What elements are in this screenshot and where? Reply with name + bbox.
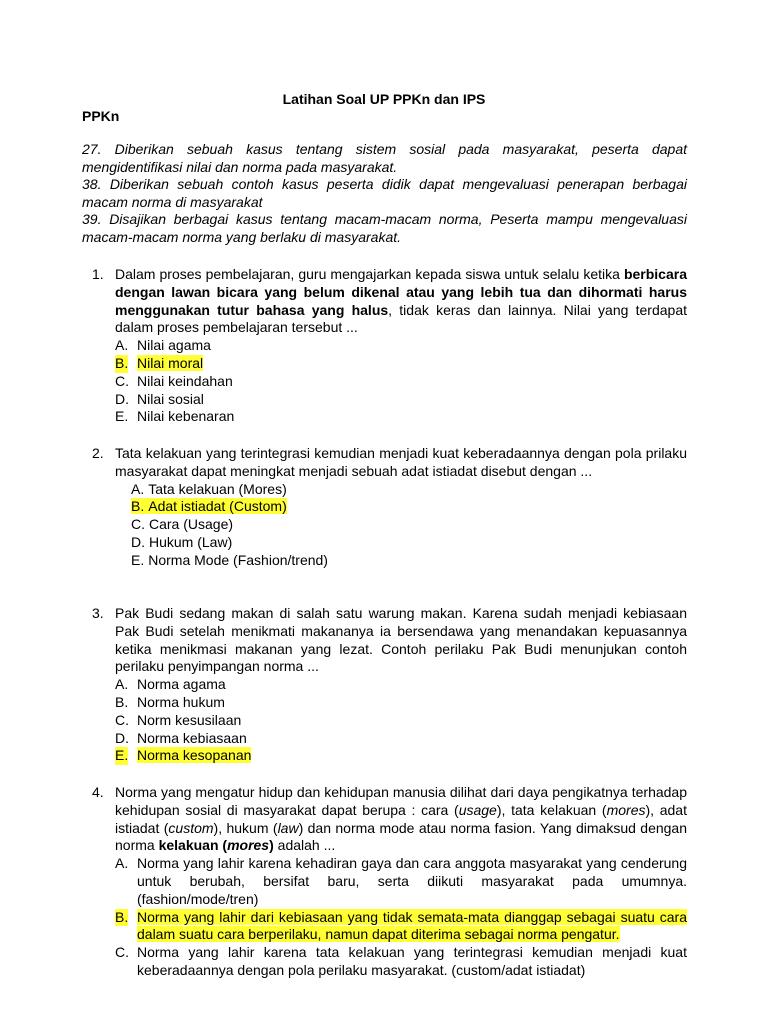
option-text: Adat istiadat (Custom) [148,498,287,515]
option-a[interactable] [115,855,687,908]
stem-italic: law [277,819,299,836]
option-d[interactable] [131,534,687,552]
option-letter: A. [115,337,129,354]
option-text: Nilai kebenaran [137,408,235,425]
option-letter: B. [115,908,129,925]
indicator-39: 39. Disajikan berbagai kasus tentang macam-macam norma, Peserta mampu mengevaluasi macam-macam norma yang berlaku di masyarakat. [82,211,687,245]
option-text: Hukum (Law) [149,533,233,550]
stem-text: ), adat istiadat ( [115,801,687,836]
option-d[interactable] [115,391,687,409]
stem-italic: mores [606,801,646,818]
option-letter: E. [131,551,145,568]
subject-heading: PPKn [82,108,120,124]
stem-bold-text [159,837,274,853]
question-1 [82,266,687,426]
question-stem [115,784,687,855]
option-text: Norma yang lahir dari kebiasaan yang tidak semata-mata dianggap sebagai suatu cara dalam suatu cara berperilaku, namun dapat diterima sebagai norma pengatur. [137,908,687,943]
option-letter: D. [115,729,129,746]
option-e[interactable] [115,408,687,426]
option-a[interactable] [115,676,687,694]
option-text: Norma hukum [137,693,225,710]
question-3 [82,605,687,765]
option-list [115,676,687,765]
option-text: Norm kesusilaan [137,711,242,728]
option-c[interactable] [115,944,687,980]
stem-bold-text: berbicara dengan lawan bicara yang belum dikenal atau yang lebih tua dan dihormati harus menggunakan tutur bahasa yang halus [115,266,687,318]
option-letter: C. [115,711,129,728]
option-b-correct[interactable] [131,498,687,516]
option-letter: E. [115,747,129,764]
option-list [115,855,687,980]
stem-text: ) dan norma mode atau norma fasion. Yang dimaksud dengan norma [115,819,688,854]
option-letter: B. [115,693,129,710]
option-letter: C. [131,516,145,533]
question-number: 3. [92,605,104,621]
option-text: Nilai keindahan [137,372,233,389]
question-number: 2. [92,445,104,461]
option-c[interactable] [115,373,687,391]
option-letter: D. [115,390,129,407]
option-text: Norma yang lahir karena tata kelakuan yang terintegrasi kemudian menjadi kuat keberadaannya dengan pola perilaku masyarakat. (custom/adat istiadat) [137,944,687,978]
option-text: Nilai sosial [137,390,204,407]
question-2 [82,445,687,570]
question-4 [82,784,687,980]
option-c[interactable] [131,516,687,534]
option-text: Norma yang lahir karena kehadiran gaya dan cara anggota masyarakat yang cenderung untuk berubah, bersifat baru, serta diikuti masyarakat pada umumnya. (fashion/mode/tren) [137,855,687,907]
option-b[interactable] [115,694,687,712]
indicator-list [82,141,687,246]
stem-italic: usage [458,801,497,818]
stem-bold-part: ) [269,837,274,854]
stem-text: Norma yang mengatur hidup dan kehidupan manusia dilihat dari daya pengikatnya terhadap kehidupan sosial di masyarakat dapat berupa : cara ( [115,784,687,818]
option-letter: C. [115,944,129,961]
option-list [131,481,687,570]
option-letter: A. [131,480,145,497]
option-c[interactable] [115,712,687,730]
indicator-38: 38. Diberikan sebuah contoh kasus peserta didik dapat mengevaluasi penerapan berbagai macam norma di masyarakat [82,176,687,210]
question-stem: Pak Budi sedang makan di salah satu warung makan. Karena sudah menjadi kebiasaan Pak Budi setelah menikmati makananya ia bersendawa yang menandakan kepuasannya ketika menikmasi makanan yang lezat. Contoh perilaku Pak Budi menunjukan contoh perilaku penyimpangan norma ... [115,605,687,675]
option-letter: D. [131,533,145,550]
stem-italic: custom [168,819,214,836]
option-a[interactable] [115,337,687,355]
option-list [115,337,687,426]
stem-text: adalah ... [273,837,336,854]
option-text: Norma kesopanan [137,747,252,764]
option-letter: B. [131,498,145,515]
option-text: Norma agama [137,676,226,693]
option-a[interactable] [131,481,687,499]
option-b-correct[interactable] [115,909,687,945]
option-text: Norma kebiasaan [137,729,247,746]
option-letter: A. [115,855,129,872]
option-d[interactable] [115,730,687,748]
option-text: Nilai moral [137,354,204,371]
question-number: 4. [92,784,104,800]
stem-bold-italic: mores [227,837,270,854]
stem-text: Dalam proses pembelajaran, guru mengajarkan kepada siswa untuk selalu ketika [115,266,624,282]
option-letter: C. [115,372,129,389]
option-e[interactable] [131,552,687,570]
question-stem [115,266,687,337]
option-text: Cara (Usage) [149,516,234,533]
option-text: Norma Mode (Fashion/trend) [148,551,328,568]
option-letter: E. [115,408,129,425]
stem-bold-part: kelakuan ( [158,837,228,854]
option-letter: B. [115,354,129,371]
option-text: Tata kelakuan (Mores) [148,480,287,497]
option-letter: A. [115,676,129,693]
stem-text: ), tata kelakuan ( [496,801,607,818]
option-e-correct[interactable] [115,747,687,765]
option-b-correct[interactable] [115,355,687,373]
question-stem: Tata kelakuan yang terintegrasi kemudian menjadi kuat keberadaannya dengan pola prilaku masyarakat dapat meningkat menjadi sebuah adat istiadat disebut dengan ... [115,445,687,479]
stem-text: , tidak keras dan lainnya. Nilai yang terdapat dalam proses pembelajaran tersebut ... [115,301,688,336]
question-number: 1. [92,266,104,282]
page-title: Latihan Soal UP PPKn dan IPS [282,91,486,107]
option-text: Nilai agama [137,337,211,354]
stem-text: ), hukum ( [213,819,278,836]
indicator-27: 27. Diberikan sebuah kasus tentang sistem sosial pada masyarakat, peserta dapat mengidentifikasi nilai dan norma pada masyarakat. [82,141,687,175]
